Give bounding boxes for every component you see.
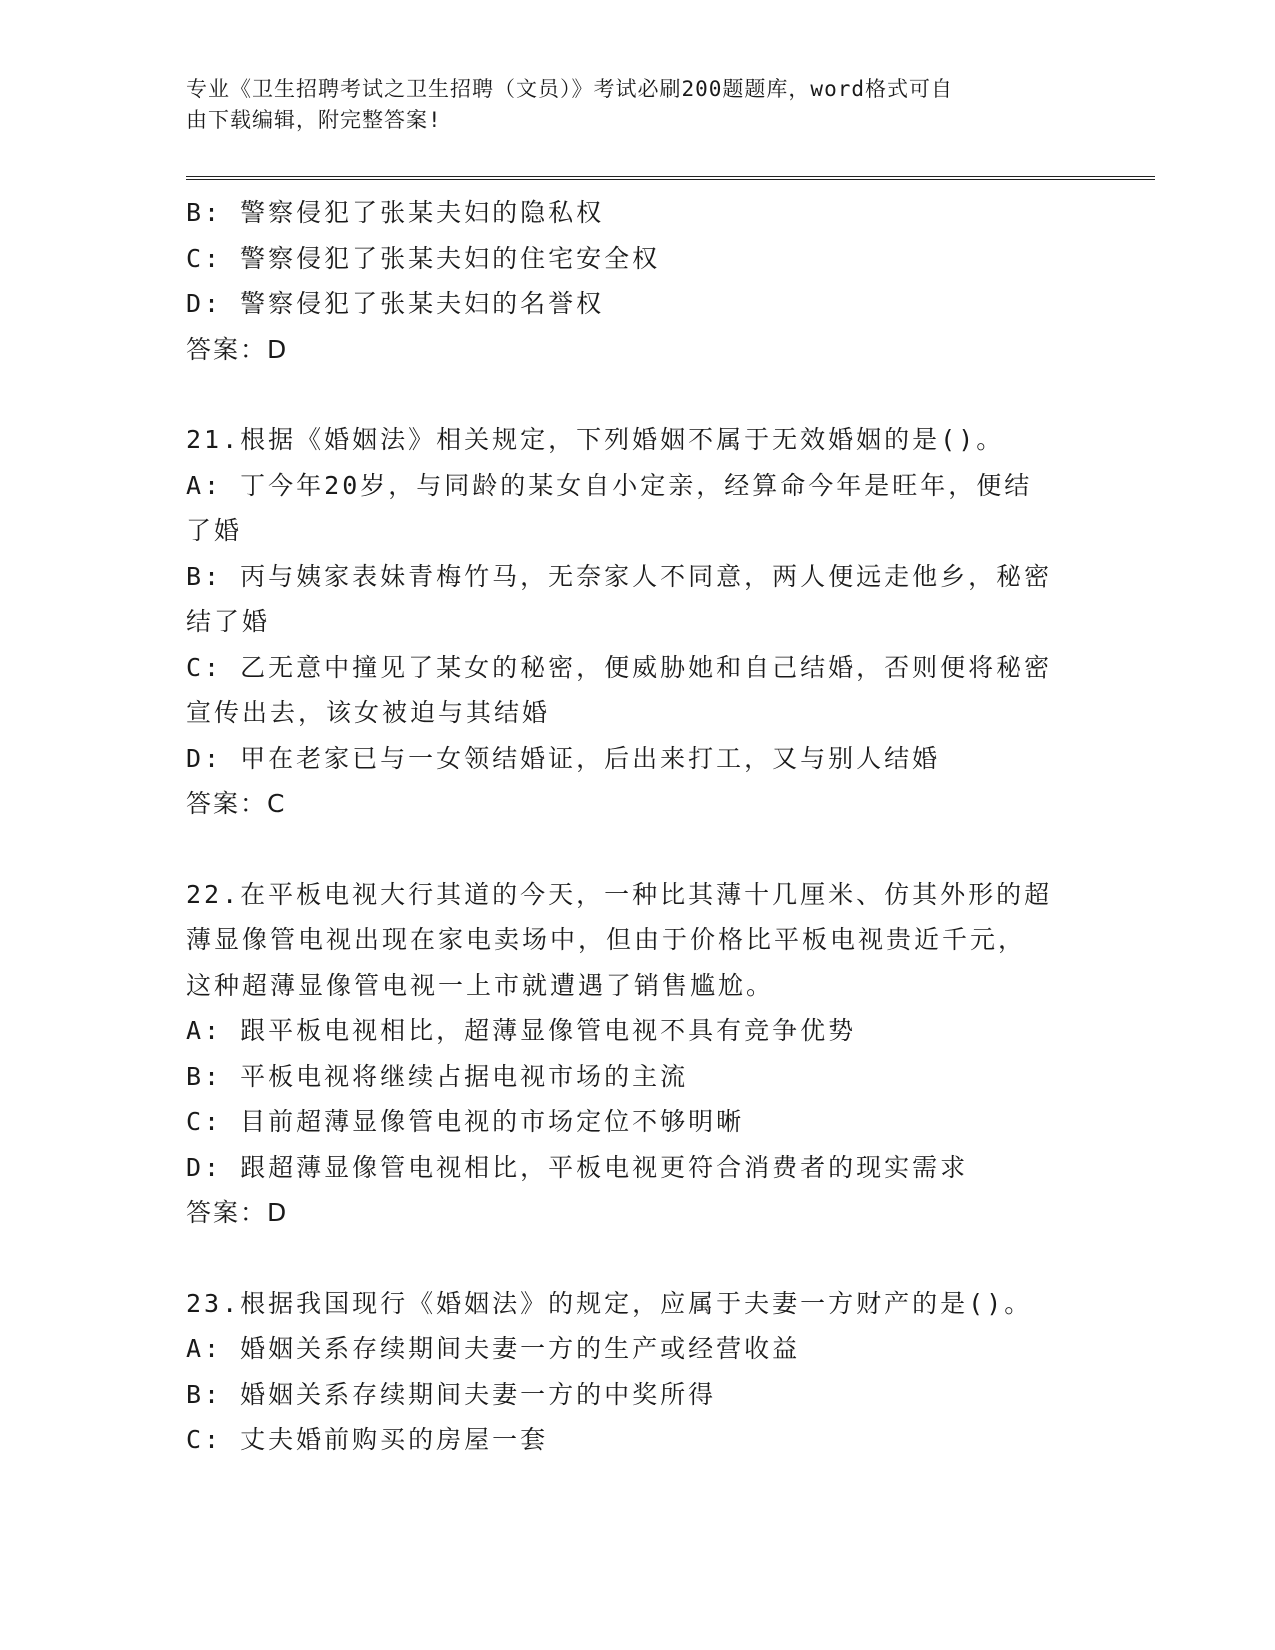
question-20-option-d: D: 警察侵犯了张某夫妇的名誉权 [186,289,605,318]
question-23 [186,1281,1066,1463]
question-21-option-d: D: 甲在老家已与一女领结婚证，后出来打工，又与别人结婚 [186,743,941,773]
header-line-1: 专业《卫生招聘考试之卫生招聘（文员）》考试必刷200题题库，word格式可自 [186,77,953,101]
document-body [186,190,1066,1463]
question-spacer [186,372,1066,417]
question-23-option-c: C: 丈夫婚前购买的房屋一套 [186,1425,549,1454]
question-21 [186,417,1066,827]
question-21-option-b-cont: 结了婚 [186,607,271,636]
question-22-stem: 22.在平板电视大行其道的今天，一种比其薄十几厘米、仿其外形的超 [186,879,1053,909]
question-23-option-b: B: 婚姻关系存续期间夫妻一方的中奖所得 [186,1379,717,1409]
header-divider [186,176,1155,177]
question-22-stem-cont: 薄显像管电视出现在家电卖场中，但由于价格比平板电视贵近千元， [186,925,1027,954]
question-23-stem: 23.根据我国现行《婚姻法》的规定，应属于夫妻一方财产的是()。 [186,1288,1033,1318]
question-22-answer: 答案：D [186,1198,289,1227]
question-21-option-c: C: 乙无意中撞见了某女的秘密，便威胁她和自己结婚，否则便将秘密 [186,652,1053,682]
question-20-answer: 答案：D [186,334,289,364]
question-23-option-a: A: 婚姻关系存续期间夫妻一方的生产或经营收益 [186,1334,801,1363]
question-22 [186,872,1066,1236]
question-21-stem: 21.根据《婚姻法》相关规定，下列婚姻不属于无效婚姻的是()。 [186,425,1005,454]
question-21-option-a: A: 丁今年20岁，与同龄的某女自小定亲，经算命今年是旺年，便结 [186,470,1033,500]
page-header [186,74,1066,136]
question-spacer [186,827,1066,872]
question-21-answer: 答案：C [186,789,287,818]
question-20-tail [186,190,1066,372]
question-20-option-c: C: 警察侵犯了张某夫妇的住宅安全权 [186,243,661,273]
question-21-option-c-cont: 宣传出去，该女被迫与其结婚 [186,698,551,727]
question-21-option-a-cont: 了婚 [186,516,243,545]
question-22-option-a: A: 跟平板电视相比，超薄显像管电视不具有竞争优势 [186,1016,857,1045]
question-22-option-d: D: 跟超薄显像管电视相比，平板电视更符合消费者的现实需求 [186,1152,969,1182]
header-line-2: 由下载编辑，附完整答案! [186,108,442,132]
question-22-option-b: B: 平板电视将继续占据电视市场的主流 [186,1061,689,1091]
question-spacer [186,1236,1066,1281]
question-22-stem-cont: 这种超薄显像管电视一上市就遭遇了销售尴尬。 [186,970,775,1000]
question-21-option-b: B: 丙与姨家表妹青梅竹马，无奈家人不同意，两人便远走他乡，秘密 [186,561,1053,591]
question-22-option-c: C: 目前超薄显像管电视的市场定位不够明晰 [186,1107,745,1136]
question-20-option-b: B: 警察侵犯了张某夫妇的隐私权 [186,198,605,227]
